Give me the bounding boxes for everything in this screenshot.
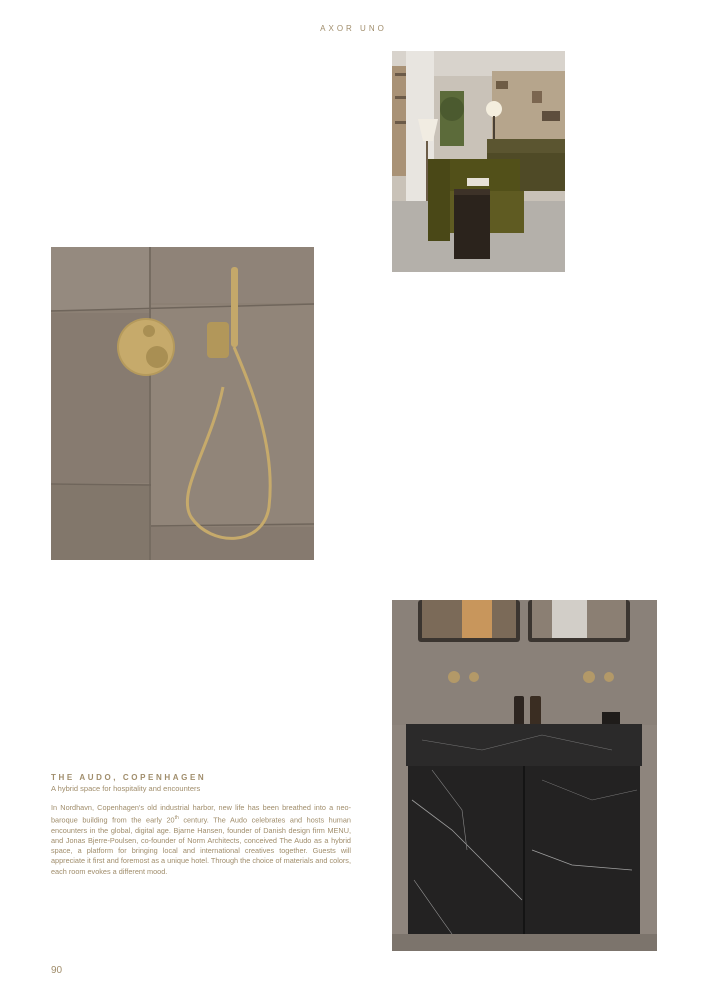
article-title: THE AUDO, COPENHAGEN (51, 773, 207, 782)
article-body (51, 803, 351, 877)
article-body-start: In Nordhavn, Copenhagen's old industrial harbor, new life has been breathed into a neo-baroque building from the early 20 (51, 803, 351, 825)
article-subtitle: A hybrid space for hospitality and encounters (51, 784, 201, 793)
lounge-interior-photo (392, 51, 565, 272)
shower-set-photo (51, 247, 314, 560)
page-number: 90 (51, 965, 63, 976)
article-body-end: century. The Audo celebrates and hosts human encounters in the global, digital age. Bjarne Hansen, founder of Danish design firm MENU, and Jonas Bjerre-Poulsen, co-founder of Norm Architects, conceived The Audo as a hybrid space, a platform for bringing local and international creatives together. Guests will appreciate it first and foremost as a unique hotel. Through the choice of materials and colors, each room evokes a different mood. (51, 815, 351, 876)
article-block (51, 773, 351, 877)
vanity-photo (392, 600, 657, 951)
running-header: AXOR UNO (320, 24, 387, 33)
ordinal-superscript: th (174, 815, 179, 822)
